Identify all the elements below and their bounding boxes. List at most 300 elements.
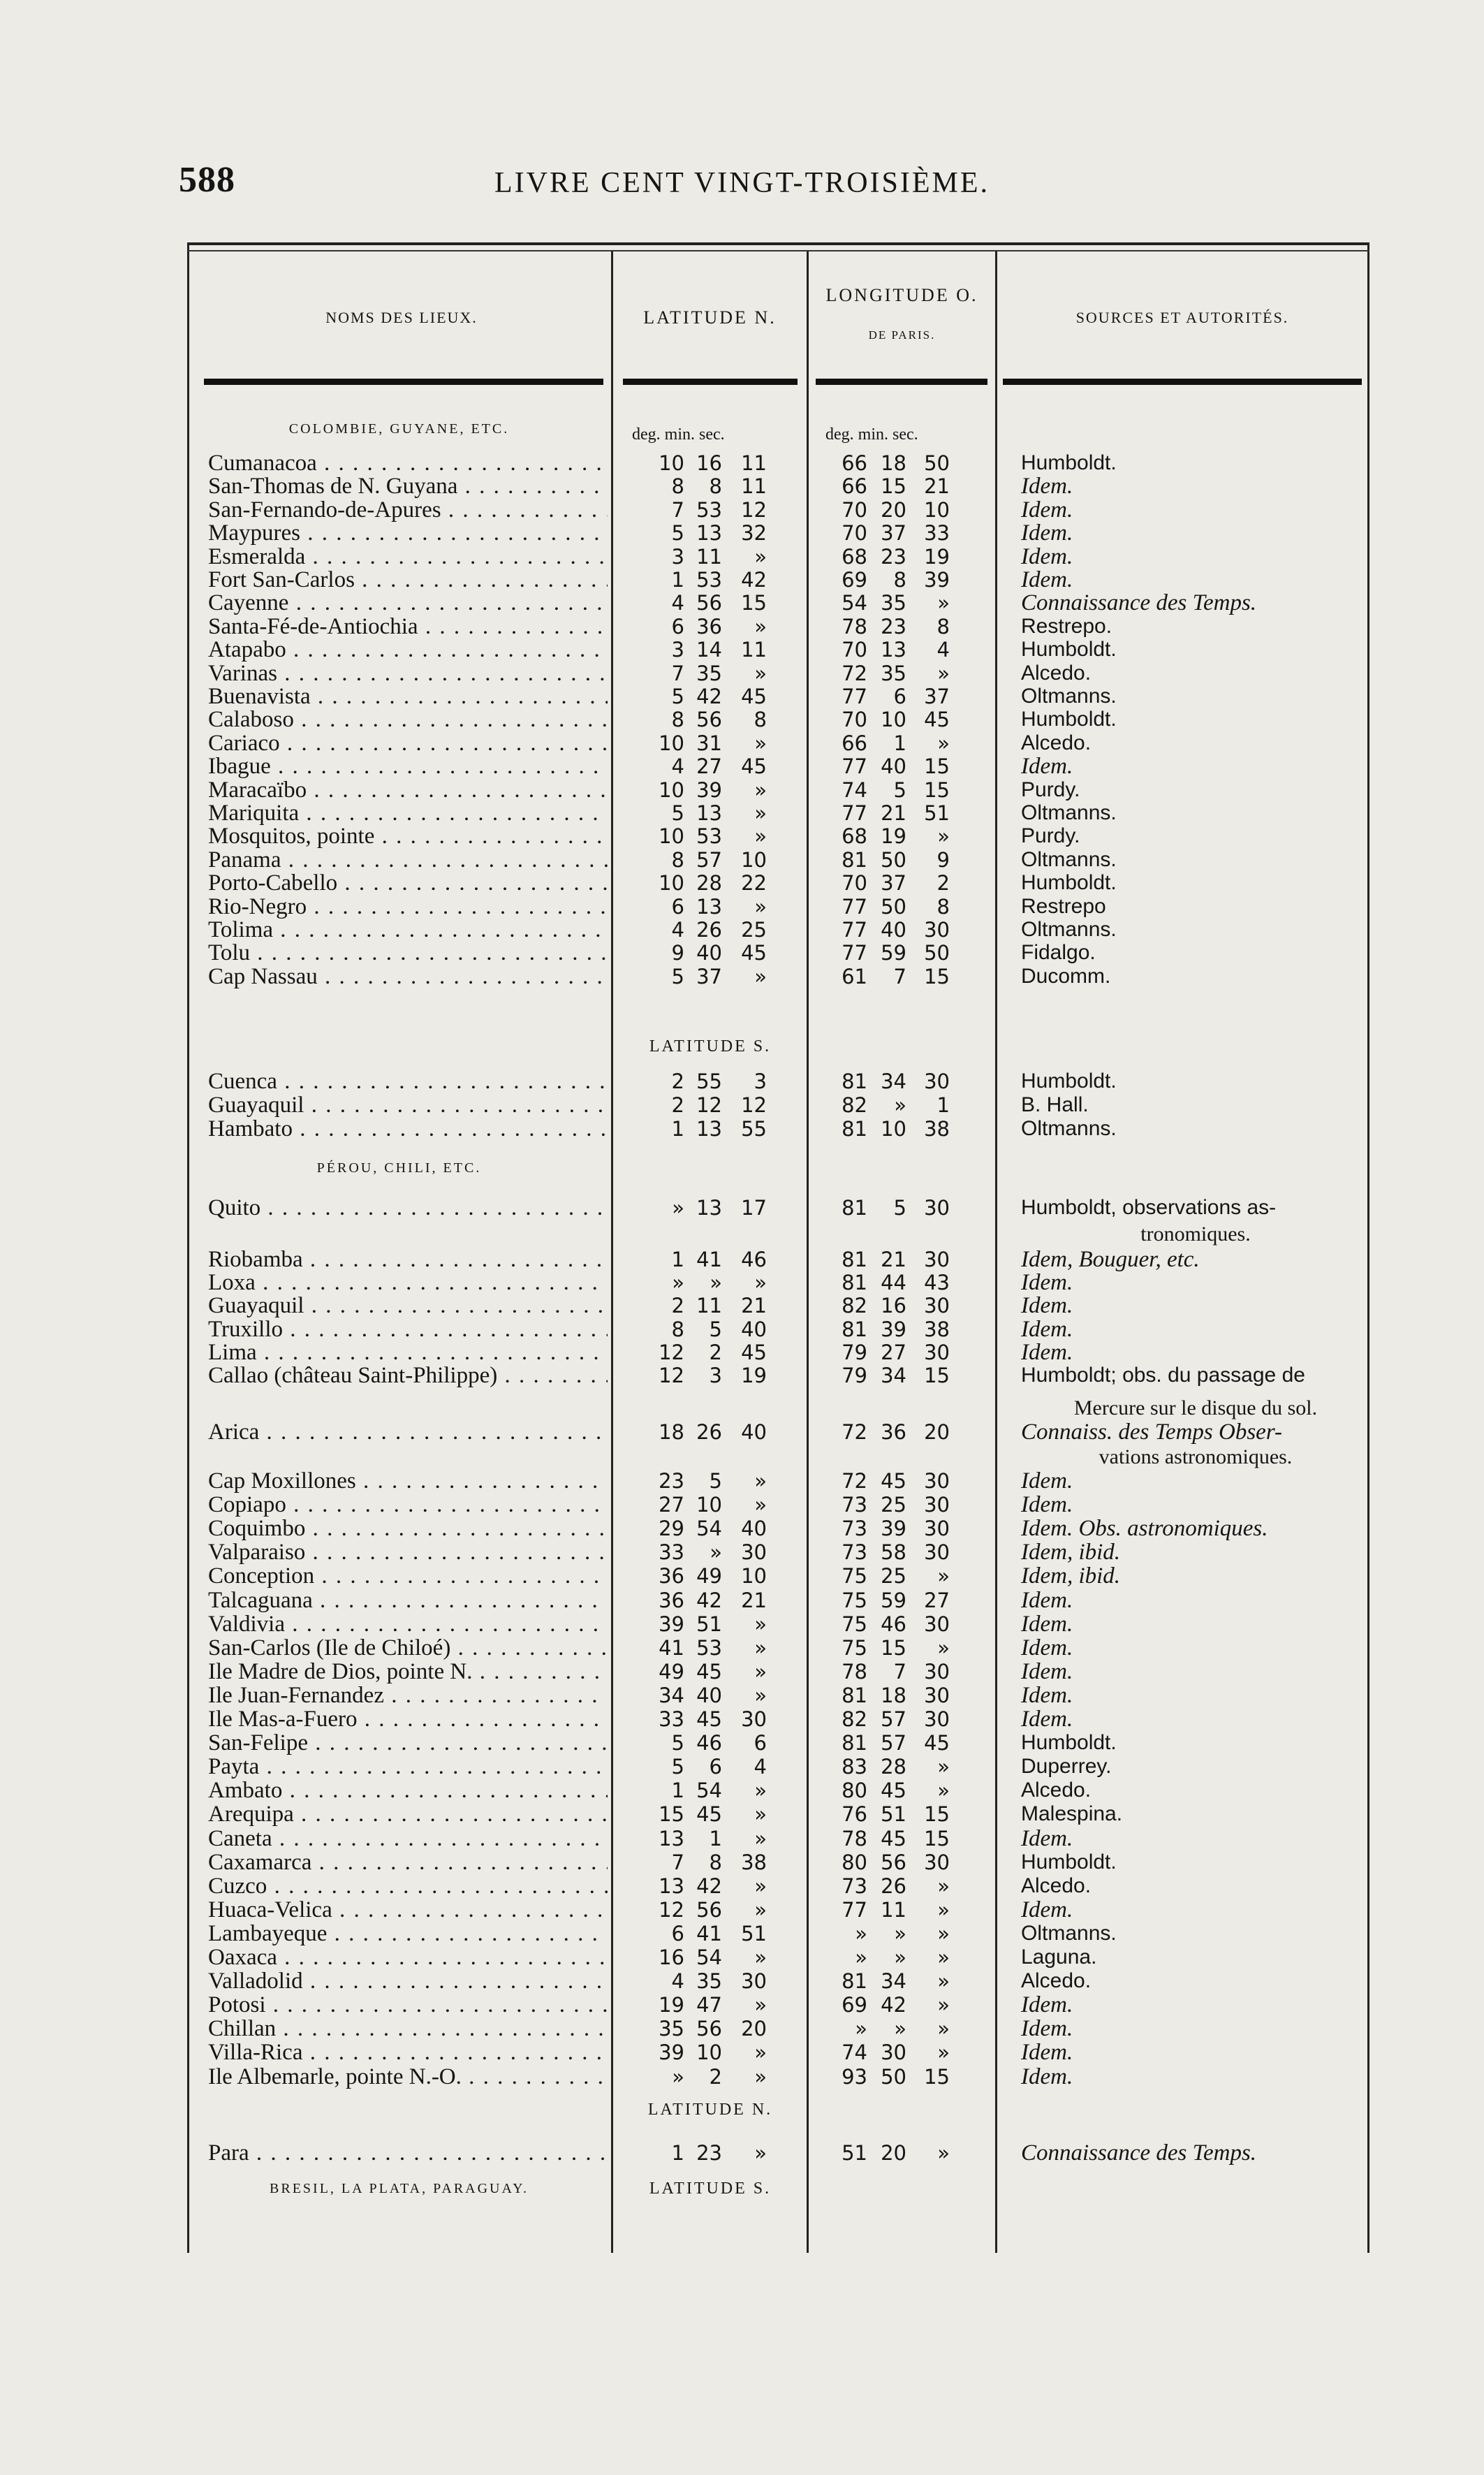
longitude-value: 78 xyxy=(842,1826,867,1850)
longitude-value: 70 xyxy=(842,708,867,732)
latitude-value: » xyxy=(710,1540,722,1565)
latitude-value: 16 xyxy=(659,1945,684,1969)
latitude-value: » xyxy=(754,2064,767,2089)
latitude-value: 23 xyxy=(696,2141,722,2165)
latitude-value: 3 xyxy=(671,638,684,662)
latitude-value: 6 xyxy=(754,1731,767,1755)
longitude-value: 21 xyxy=(881,801,906,825)
longitude-value: 51 xyxy=(842,2141,867,2165)
longitude-value: 51 xyxy=(881,1802,906,1827)
source-authority: Humboldt. xyxy=(1021,1731,1117,1755)
source-continuation: tronomiques. xyxy=(1140,1222,1251,1246)
place-name: Talcaguana . . . xyxy=(208,1586,608,1614)
latitude-value: 45 xyxy=(741,685,767,708)
place-name: Calaboso . . . xyxy=(208,706,608,733)
longitude-value: 76 xyxy=(842,1802,867,1827)
longitude-value: 15 xyxy=(924,754,950,779)
latitude-value: 41 xyxy=(696,1248,722,1271)
latitude-value: 2 xyxy=(709,2064,722,2089)
latitude-value: 12 xyxy=(696,1093,722,1117)
place-name: Huaca-Velica . . . xyxy=(208,1896,608,1924)
longitude-value: 1 xyxy=(936,1093,950,1117)
latitude-value: 45 xyxy=(696,1802,722,1827)
longitude-value: 23 xyxy=(881,544,906,569)
longitude-value: 50 xyxy=(881,2064,906,2089)
latitude-value: 53 xyxy=(696,824,722,849)
latitude-value: 25 xyxy=(741,918,767,942)
latitude-value: 5 xyxy=(671,801,684,825)
longitude-value: 30 xyxy=(924,1659,950,1684)
longitude-value: 2 xyxy=(936,871,950,896)
latitude-value: 13 xyxy=(696,801,722,825)
latitude-value: 6 xyxy=(671,894,684,919)
longitude-value: 45 xyxy=(881,1469,906,1493)
latitude-value: » xyxy=(754,1683,767,1707)
longitude-value: 30 xyxy=(924,1248,950,1271)
latitude-value: 4 xyxy=(754,1755,767,1779)
source-authority: Laguna. xyxy=(1021,1945,1097,1969)
latitude-value: 35 xyxy=(659,2017,684,2041)
place-name: Caneta . . . xyxy=(208,1825,608,1853)
longitude-value: 19 xyxy=(881,824,906,849)
source-authority: Oltmanns. xyxy=(1021,1117,1117,1140)
longitude-value: 19 xyxy=(924,544,950,569)
longitude-value: 7 xyxy=(893,964,906,988)
longitude-value: 20 xyxy=(881,497,906,522)
latitude-value: » xyxy=(672,1196,684,1220)
longitude-value: 81 xyxy=(842,847,867,872)
longitude-value: 15 xyxy=(924,1364,950,1387)
latitude-value: 13 xyxy=(659,1874,684,1898)
latitude-value: 13 xyxy=(696,1196,722,1220)
longitude-value: 81 xyxy=(842,1248,867,1271)
longitude-value: 81 xyxy=(842,1969,867,1994)
latitude-value: 42 xyxy=(741,568,767,592)
latitude-value: 33 xyxy=(659,1707,684,1731)
longitude-value: 45 xyxy=(924,708,950,732)
latitude-value: » xyxy=(672,1271,684,1295)
place-name: Potosi . . . xyxy=(208,1991,608,2019)
latitude-value: 56 xyxy=(696,708,722,732)
latitude-value: 56 xyxy=(696,2017,722,2041)
latitude-value: » xyxy=(754,801,767,825)
place-name: Hambato . . . xyxy=(208,1115,608,1143)
source-authority: Duperrey. xyxy=(1021,1755,1112,1779)
longitude-value: 73 xyxy=(842,1874,867,1898)
source-authority: Idem. xyxy=(1021,520,1073,546)
latitude-value: 7 xyxy=(671,1850,684,1874)
latitude-value: 7 xyxy=(671,661,684,685)
longitude-value: 8 xyxy=(936,894,950,919)
longitude-value: 15 xyxy=(881,474,906,499)
latitude-value: 46 xyxy=(741,1248,767,1271)
longitude-value: 30 xyxy=(924,1069,950,1093)
latitude-value: 55 xyxy=(696,1069,722,1093)
latitude-value: 10 xyxy=(659,777,684,802)
page-header xyxy=(0,159,1484,215)
latitude-value: 5 xyxy=(671,685,684,708)
latitude-value: 12 xyxy=(659,1897,684,1922)
longitude-value: 59 xyxy=(881,1588,906,1612)
place-name: Buenavista . . . xyxy=(208,682,608,710)
longitude-value: 81 xyxy=(842,1069,867,1093)
longitude-value: » xyxy=(937,2017,950,2041)
latitude-value: 54 xyxy=(696,1945,722,1969)
latitude-value: 41 xyxy=(696,1921,722,1945)
longitude-value: 30 xyxy=(924,1493,950,1517)
section-heading: COLOMBIE, GUYANE, ETC. xyxy=(288,421,510,437)
longitude-value: 74 xyxy=(842,2040,867,2065)
column-header-sources: SOURCES ET AUTORITÉS. xyxy=(1075,309,1289,326)
latitude-value: 38 xyxy=(741,1850,767,1874)
place-name: San-Thomas de N. Guyana . . . xyxy=(208,472,608,500)
longitude-value: 80 xyxy=(842,1779,867,1803)
latitude-value: 26 xyxy=(696,1420,722,1444)
latitude-value: 51 xyxy=(741,1921,767,1945)
latitude-value: 56 xyxy=(696,591,722,615)
longitude-value: » xyxy=(937,1945,950,1969)
longitude-value: 34 xyxy=(881,1364,906,1387)
source-authority: Humboldt, observations as- xyxy=(1021,1196,1277,1219)
latitude-value: 1 xyxy=(671,1248,684,1271)
place-name: Coquimbo . . . xyxy=(208,1514,608,1542)
place-name: Cayenne . . . xyxy=(208,589,608,617)
latitude-value: 10 xyxy=(741,847,767,872)
latitude-value: 40 xyxy=(741,1517,767,1541)
table-row xyxy=(0,963,1484,991)
latitude-value: 12 xyxy=(741,497,767,522)
source-authority: Oltmanns. xyxy=(1021,918,1117,941)
longitude-value: 81 xyxy=(842,1196,867,1220)
latitude-value: 27 xyxy=(659,1493,684,1517)
longitude-value: 5 xyxy=(893,1196,906,1220)
latitude-value: 21 xyxy=(741,1294,767,1318)
latitude-value: » xyxy=(754,1874,767,1898)
latitude-value: 11 xyxy=(696,1294,722,1318)
subheader-latitude-n: LATITUDE N. xyxy=(647,2101,773,2119)
latitude-value: 30 xyxy=(741,1540,767,1565)
longitude-value: » xyxy=(937,1755,950,1779)
latitude-value: 17 xyxy=(741,1196,767,1220)
longitude-value: 28 xyxy=(881,1755,906,1779)
latitude-value: » xyxy=(754,1826,767,1850)
source-authority: Idem, ibid. xyxy=(1021,1563,1121,1589)
longitude-value: 50 xyxy=(924,941,950,965)
table-row xyxy=(0,1194,1484,1222)
latitude-value: 45 xyxy=(696,1707,722,1731)
latitude-value: 15 xyxy=(659,1802,684,1827)
longitude-value: 40 xyxy=(881,754,906,779)
longitude-value: 82 xyxy=(842,1093,867,1117)
source-authority: Ducomm. xyxy=(1021,964,1111,988)
place-name: Oaxaca . . . xyxy=(208,1943,608,1971)
latitude-value: 1 xyxy=(671,568,684,592)
longitude-value: 69 xyxy=(842,568,867,592)
longitude-value: 81 xyxy=(842,1317,867,1341)
longitude-value: » xyxy=(937,661,950,685)
longitude-value: 75 xyxy=(842,1588,867,1612)
latitude-value: 56 xyxy=(696,1897,722,1922)
place-name: Rio-Negro . . . xyxy=(208,893,608,921)
latitude-value: 47 xyxy=(696,1993,722,2017)
longitude-value: 7 xyxy=(893,1659,906,1684)
longitude-value: 70 xyxy=(842,871,867,896)
place-name: Payta . . . xyxy=(208,1753,608,1781)
source-authority: Oltmanns. xyxy=(1021,1921,1117,1945)
longitude-value: 75 xyxy=(842,1612,867,1636)
longitude-value: 1 xyxy=(893,731,906,755)
longitude-value: » xyxy=(937,1779,950,1803)
latitude-value: 31 xyxy=(696,731,722,755)
latitude-value: 5 xyxy=(671,1755,684,1779)
latitude-value: 49 xyxy=(659,1659,684,1684)
longitude-value: 80 xyxy=(842,1850,867,1874)
latitude-value: 8 xyxy=(671,847,684,872)
place-name: Ile Madre de Dios, pointe N. . . . xyxy=(208,1658,608,1686)
place-name: Villa-Rica . . . xyxy=(208,2038,608,2066)
lon-units: deg. min. sec. xyxy=(825,425,918,444)
latitude-value: 2 xyxy=(671,1069,684,1093)
place-name: Riobamba . . . xyxy=(208,1246,608,1273)
latitude-value: 5 xyxy=(709,1469,722,1493)
longitude-value: 18 xyxy=(881,451,906,475)
column-header-names: NOMS DES LIEUX. xyxy=(325,309,478,326)
source-authority: Alcedo. xyxy=(1021,1969,1092,1993)
place-name: Callao (château Saint-Philippe) . . . xyxy=(208,1361,608,1389)
source-authority: Alcedo. xyxy=(1021,1874,1092,1897)
latitude-value: 10 xyxy=(741,1564,767,1589)
latitude-value: 40 xyxy=(696,1683,722,1707)
longitude-value: 33 xyxy=(924,521,950,546)
latitude-value: 15 xyxy=(741,591,767,615)
latitude-value: 28 xyxy=(696,871,722,896)
source-authority: Alcedo. xyxy=(1021,1779,1092,1802)
latitude-value: 1 xyxy=(709,1826,722,1850)
longitude-value: 8 xyxy=(936,614,950,638)
source-authority: Oltmanns. xyxy=(1021,847,1117,871)
longitude-value: 45 xyxy=(881,1826,906,1850)
latitude-value: 51 xyxy=(696,1612,722,1636)
place-name: Truxillo . . . xyxy=(208,1315,608,1343)
source-authority: Humboldt. xyxy=(1021,451,1117,474)
longitude-value: 20 xyxy=(924,1420,950,1444)
longitude-value: 51 xyxy=(924,801,950,825)
longitude-value: 11 xyxy=(881,1897,906,1922)
latitude-value: 4 xyxy=(671,1969,684,1994)
source-authority: Restrepo. xyxy=(1021,614,1112,638)
longitude-value: 23 xyxy=(881,614,906,638)
header-rule xyxy=(816,379,987,385)
latitude-value: » xyxy=(754,824,767,849)
latitude-value: 36 xyxy=(659,1564,684,1589)
latitude-value: 13 xyxy=(659,1826,684,1850)
place-name: Guayaquil . . . xyxy=(208,1091,608,1119)
longitude-value: 15 xyxy=(924,1826,950,1850)
latitude-value: » xyxy=(754,964,767,988)
latitude-value: 5 xyxy=(709,1317,722,1341)
latitude-value: » xyxy=(754,661,767,685)
source-authority: Idem. xyxy=(1021,1707,1073,1732)
latitude-value: 8 xyxy=(671,474,684,499)
longitude-value: 43 xyxy=(924,1271,950,1295)
latitude-value: 10 xyxy=(659,451,684,475)
latitude-value: 7 xyxy=(671,497,684,522)
place-name: Mariquita . . . xyxy=(208,799,608,827)
source-authority: Idem. xyxy=(1021,1587,1073,1613)
source-authority: Alcedo. xyxy=(1021,661,1092,685)
column-header-latitude: LATITUDE N. xyxy=(643,307,777,328)
subheader-latitude-s: LATITUDE S. xyxy=(649,2180,772,2198)
place-name: Ambato . . . xyxy=(208,1776,608,1804)
place-name: Maypures . . . xyxy=(208,519,608,547)
source-authority: Connaissance des Temps. xyxy=(1021,2140,1257,2166)
source-authority: Idem. xyxy=(1021,1468,1073,1494)
longitude-value: 66 xyxy=(842,451,867,475)
latitude-value: 11 xyxy=(741,474,767,499)
longitude-value: » xyxy=(937,1921,950,1945)
source-authority: Idem. xyxy=(1021,2040,1073,2066)
latitude-value: 8 xyxy=(754,708,767,732)
latitude-value: 6 xyxy=(671,614,684,638)
latitude-value: 5 xyxy=(671,1731,684,1755)
table-row xyxy=(0,2139,1484,2167)
longitude-value: » xyxy=(937,591,950,615)
latitude-value: 1 xyxy=(671,2141,684,2165)
latitude-value: 57 xyxy=(696,847,722,872)
latitude-value: 12 xyxy=(659,1340,684,1364)
latitude-value: » xyxy=(754,777,767,802)
place-name: San-Carlos (Ile de Chiloé) . . . xyxy=(208,1634,608,1662)
latitude-value: 5 xyxy=(671,964,684,988)
longitude-value: 50 xyxy=(881,847,906,872)
longitude-value: 77 xyxy=(842,685,867,708)
latitude-value: 54 xyxy=(696,1517,722,1541)
longitude-value: 77 xyxy=(842,801,867,825)
longitude-value: » xyxy=(855,1921,867,1945)
latitude-value: 10 xyxy=(659,871,684,896)
latitude-value: 19 xyxy=(741,1364,767,1387)
longitude-value: 34 xyxy=(881,1969,906,1994)
latitude-value: 29 xyxy=(659,1517,684,1541)
longitude-value: 82 xyxy=(842,1707,867,1731)
longitude-value: 30 xyxy=(881,2040,906,2065)
longitude-value: 73 xyxy=(842,1517,867,1541)
longitude-value: 38 xyxy=(924,1317,950,1341)
longitude-value: 54 xyxy=(842,591,867,615)
source-authority: Idem, ibid. xyxy=(1021,1540,1121,1565)
place-name: Lambayeque . . . xyxy=(208,1920,608,1948)
latitude-value: » xyxy=(754,1945,767,1969)
source-authority: Alcedo. xyxy=(1021,731,1092,754)
longitude-value: 39 xyxy=(881,1317,906,1341)
longitude-value: 15 xyxy=(924,777,950,802)
place-name: Atapabo . . . xyxy=(208,636,608,664)
source-continuation: Mercure sur le disque du sol. xyxy=(1073,1396,1318,1419)
longitude-value: 66 xyxy=(842,474,867,499)
latitude-value: 30 xyxy=(741,1969,767,1994)
longitude-value: 15 xyxy=(924,1802,950,1827)
source-authority: Idem. xyxy=(1021,754,1073,780)
latitude-value: 20 xyxy=(741,2017,767,2041)
latitude-value: 45 xyxy=(741,1340,767,1364)
page-number: 588 xyxy=(179,160,235,200)
place-name: Esmeralda . . . xyxy=(208,543,608,571)
source-authority: Idem. xyxy=(1021,1682,1073,1708)
longitude-value: 13 xyxy=(881,638,906,662)
latitude-value: » xyxy=(754,614,767,638)
latitude-value: 8 xyxy=(709,474,722,499)
latitude-value: 49 xyxy=(696,1564,722,1589)
latitude-value: » xyxy=(754,544,767,569)
longitude-value: » xyxy=(894,1945,906,1969)
latitude-value: 10 xyxy=(696,2040,722,2065)
latitude-value: 8 xyxy=(671,1317,684,1341)
latitude-value: 3 xyxy=(754,1069,767,1093)
source-authority: Idem. xyxy=(1021,474,1073,499)
latitude-value: 8 xyxy=(709,1850,722,1874)
latitude-value: 6 xyxy=(671,1921,684,1945)
latitude-value: 39 xyxy=(659,1612,684,1636)
longitude-value: 50 xyxy=(881,894,906,919)
latitude-value: 39 xyxy=(696,777,722,802)
longitude-value: 66 xyxy=(842,731,867,755)
longitude-value: 20 xyxy=(881,2141,906,2165)
longitude-value: 72 xyxy=(842,1420,867,1444)
longitude-value: 72 xyxy=(842,1469,867,1493)
longitude-value: » xyxy=(855,1945,867,1969)
source-authority: Connaiss. des Temps Obser- xyxy=(1021,1419,1282,1445)
latitude-value: 1 xyxy=(671,1779,684,1803)
latitude-value: 9 xyxy=(671,941,684,965)
source-authority: Idem. xyxy=(1021,497,1073,523)
latitude-value: 2 xyxy=(709,1340,722,1364)
latitude-value: 30 xyxy=(741,1707,767,1731)
place-name: Guayaquil . . . xyxy=(208,1292,608,1320)
longitude-value: 30 xyxy=(924,1540,950,1565)
latitude-value: » xyxy=(672,2064,684,2089)
column-subheader-longitude: DE PARIS. xyxy=(868,328,936,342)
longitude-value: 77 xyxy=(842,1897,867,1922)
latitude-value: 16 xyxy=(696,451,722,475)
source-continuation: vations astronomiques. xyxy=(1099,1445,1293,1468)
longitude-value: » xyxy=(937,1969,950,1994)
latitude-value: 36 xyxy=(659,1588,684,1612)
latitude-value: 22 xyxy=(741,871,767,896)
latitude-value: 10 xyxy=(659,824,684,849)
longitude-value: » xyxy=(937,1635,950,1660)
latitude-value: 19 xyxy=(659,1993,684,2017)
place-name: Maracaïbo . . . xyxy=(208,776,608,804)
latitude-value: 13 xyxy=(696,521,722,546)
longitude-value: 74 xyxy=(842,777,867,802)
longitude-value: » xyxy=(937,1564,950,1589)
longitude-value: 81 xyxy=(842,1731,867,1755)
longitude-value: 37 xyxy=(881,521,906,546)
latitude-value: » xyxy=(710,1271,722,1295)
latitude-value: 21 xyxy=(741,1588,767,1612)
longitude-value: » xyxy=(894,1921,906,1945)
source-authority: Fidalgo. xyxy=(1021,941,1096,965)
longitude-value: » xyxy=(855,2017,867,2041)
latitude-value: 40 xyxy=(741,1420,767,1444)
place-name: Varinas . . . xyxy=(208,659,608,687)
longitude-value: 73 xyxy=(842,1540,867,1565)
latitude-value: 10 xyxy=(696,1493,722,1517)
latitude-value: 55 xyxy=(741,1117,767,1141)
latitude-value: 46 xyxy=(696,1731,722,1755)
source-authority: Humboldt. xyxy=(1021,871,1117,895)
latitude-value: » xyxy=(754,894,767,919)
